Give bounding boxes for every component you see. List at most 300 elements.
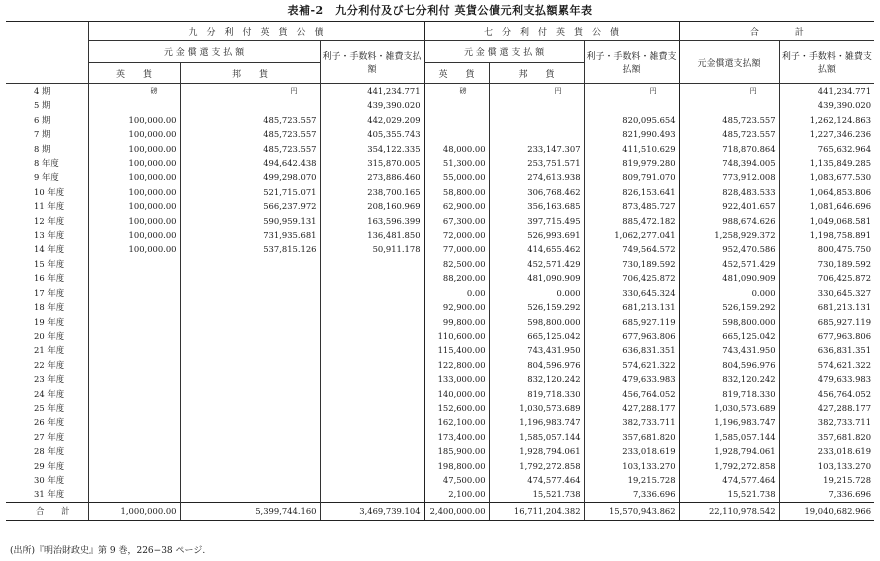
- table-row: [6, 372, 874, 386]
- total-cell: 16,711,204.382: [489, 502, 584, 520]
- header-total-principal: 元金償還支払額: [679, 41, 779, 84]
- table-cell: 485,723.557: [679, 127, 779, 141]
- table-cell: 414,655.462: [489, 242, 584, 256]
- row-label: 12 年度: [34, 215, 65, 226]
- table-cell: [88, 444, 180, 458]
- table-row: [6, 257, 874, 271]
- table-cell: 481,090.909: [489, 271, 584, 285]
- table-cell: 819,979.280: [584, 156, 679, 170]
- table-cell: [180, 286, 320, 300]
- table-cell: 636,831.351: [584, 343, 679, 357]
- table-cell: 173,400.00: [424, 430, 489, 444]
- table-cell: [180, 358, 320, 372]
- table-row: [6, 228, 874, 242]
- table-cell: 526,993.691: [489, 228, 584, 242]
- table-cell: 1,030,573.689: [489, 401, 584, 415]
- table-cell: 598,800.000: [679, 315, 779, 329]
- table-cell: 479,633.983: [779, 372, 874, 386]
- table-cell: [180, 98, 320, 112]
- table-row: [6, 315, 874, 329]
- table-cell: [88, 271, 180, 285]
- table-cell: 439,390.020: [320, 98, 424, 112]
- table-cell: 100,000.00: [88, 170, 180, 184]
- row-label: 24 年度: [34, 388, 65, 399]
- table-cell: 253,751.571: [489, 156, 584, 170]
- header-nine-principal: 元 金 償 還 支 払 額: [88, 41, 320, 63]
- table-cell: 826,153.641: [584, 185, 679, 199]
- table-cell: 100,000.00: [88, 156, 180, 170]
- table-cell: 598,800.000: [489, 315, 584, 329]
- table-cell: 804,596.976: [679, 358, 779, 372]
- table-cell: [320, 401, 424, 415]
- row-label: 7 期: [34, 129, 51, 140]
- table-cell: [424, 113, 489, 127]
- row-label: 6 期: [34, 114, 51, 125]
- table-cell: 681,213.131: [779, 300, 874, 314]
- table-cell: [88, 358, 180, 372]
- table-cell: 1,196,983.747: [679, 415, 779, 429]
- header-nine-pound: 英 貨: [88, 63, 180, 84]
- table-cell: 809,791.070: [584, 170, 679, 184]
- row-label: 11 年度: [34, 201, 65, 212]
- total-cell: 2,400,000.00: [424, 502, 489, 520]
- table-cell: 731,935.681: [180, 228, 320, 242]
- table-cell: 526,159.292: [489, 300, 584, 314]
- table-cell: 832,120.242: [679, 372, 779, 386]
- table-row: [6, 185, 874, 199]
- table-cell: 922,401.657: [679, 199, 779, 213]
- table-cell: 100,000.00: [88, 228, 180, 242]
- row-label: 13 年度: [34, 230, 65, 241]
- unit-marker: 円: [584, 84, 679, 99]
- table-cell: 537,815.126: [180, 242, 320, 256]
- header-nine-interest: 利子・手数料・雑費支払額: [320, 41, 424, 84]
- table-cell: 115,400.00: [424, 343, 489, 357]
- table-cell: 357,681.820: [584, 430, 679, 444]
- table-cell: 665,125.042: [489, 329, 584, 343]
- table-cell: [88, 415, 180, 429]
- stub-header: [6, 22, 88, 84]
- table-cell: 1,585,057.144: [679, 430, 779, 444]
- table-row: [6, 329, 874, 343]
- table-cell: 51,300.00: [424, 156, 489, 170]
- table-cell: 233,018.619: [584, 444, 679, 458]
- table-cell: [180, 387, 320, 401]
- table-cell: 0.000: [679, 286, 779, 300]
- table-cell: [88, 372, 180, 386]
- table-cell: 474,577.464: [489, 473, 584, 487]
- table-row: [6, 127, 874, 141]
- table-cell: 233,147.307: [489, 142, 584, 156]
- table-cell: [320, 487, 424, 502]
- table-cell: 1,198,758.891: [779, 228, 874, 242]
- table-cell: 357,681.820: [779, 430, 874, 444]
- table-cell: 233,018.619: [779, 444, 874, 458]
- table-row: [6, 84, 874, 99]
- table-cell: 765,632.964: [779, 142, 874, 156]
- table-cell: [180, 415, 320, 429]
- row-label: 15 年度: [34, 258, 65, 269]
- table-cell: 1,258,929.372: [679, 228, 779, 242]
- table-cell: 1,227,346.236: [779, 127, 874, 141]
- unit-marker: 磅: [424, 84, 489, 99]
- table-cell: 485,723.557: [180, 113, 320, 127]
- table-cell: [180, 401, 320, 415]
- table-cell: 1,928,794.061: [489, 444, 584, 458]
- table-row: [6, 214, 874, 228]
- table-cell: [88, 300, 180, 314]
- row-label: 4 期: [34, 86, 51, 96]
- row-label: 17 年度: [34, 287, 65, 298]
- row-label: 19 年度: [34, 316, 65, 327]
- table-row: [6, 98, 874, 112]
- row-label: 26 年度: [34, 417, 65, 428]
- table-cell: 238,700.165: [320, 185, 424, 199]
- table-row: [6, 242, 874, 256]
- table-cell: 77,000.00: [424, 242, 489, 256]
- table-cell: [320, 473, 424, 487]
- unit-marker: 円: [489, 84, 584, 99]
- table-cell: 100,000.00: [88, 142, 180, 156]
- table-cell: 1,083,677.530: [779, 170, 874, 184]
- table-cell: 681,213.131: [584, 300, 679, 314]
- table-cell: [320, 286, 424, 300]
- table-cell: 100,000.00: [88, 214, 180, 228]
- table-cell: 427,288.177: [584, 401, 679, 415]
- table-cell: 100,000.00: [88, 199, 180, 213]
- table-cell: [679, 98, 779, 112]
- table-row: [6, 113, 874, 127]
- table-cell: 330,645.327: [779, 286, 874, 300]
- total-cell: 5,399,744.160: [180, 502, 320, 520]
- table-cell: 198,800.00: [424, 459, 489, 473]
- table-cell: [88, 401, 180, 415]
- table-cell: 685,927.119: [779, 315, 874, 329]
- row-label: 25 年度: [34, 402, 65, 413]
- table-cell: 397,715.495: [489, 214, 584, 228]
- table-cell: 152,600.00: [424, 401, 489, 415]
- table-cell: 110,600.00: [424, 329, 489, 343]
- row-label: 20 年度: [34, 330, 65, 341]
- table-row: [6, 487, 874, 502]
- table-cell: 494,642.438: [180, 156, 320, 170]
- table-cell: [180, 430, 320, 444]
- row-label: 10 年度: [34, 186, 65, 197]
- table-row: [6, 430, 874, 444]
- table-cell: 952,470.586: [679, 242, 779, 256]
- table-cell: 185,900.00: [424, 444, 489, 458]
- table-row: [6, 156, 874, 170]
- table-cell: 82,500.00: [424, 257, 489, 271]
- table-cell: 273,886.460: [320, 170, 424, 184]
- table-cell: 526,159.292: [679, 300, 779, 314]
- table-cell: 685,927.119: [584, 315, 679, 329]
- table-row: [6, 401, 874, 415]
- table-cell: 140,000.00: [424, 387, 489, 401]
- total-cell: 15,570,943.862: [584, 502, 679, 520]
- table-cell: [88, 329, 180, 343]
- table-cell: 677,963.806: [779, 329, 874, 343]
- table-cell: 439,390.020: [779, 98, 874, 112]
- table-cell: 832,120.242: [489, 372, 584, 386]
- table-cell: 749,564.572: [584, 242, 679, 256]
- table-cell: [88, 487, 180, 502]
- table-row: [6, 142, 874, 156]
- table-cell: [320, 459, 424, 473]
- table-cell: [320, 387, 424, 401]
- table-row: [6, 343, 874, 357]
- table-cell: [320, 343, 424, 357]
- table-cell: 1,081,646.696: [779, 199, 874, 213]
- table-cell: [320, 415, 424, 429]
- table-cell: 743,431.950: [489, 343, 584, 357]
- table-cell: 122,800.00: [424, 358, 489, 372]
- table-cell: 19,215.728: [779, 473, 874, 487]
- table-cell: [584, 98, 679, 112]
- table-cell: 718,870.864: [679, 142, 779, 156]
- table-cell: [88, 98, 180, 112]
- table-cell: 743,431.950: [679, 343, 779, 357]
- table-cell: 441,234.771: [320, 84, 424, 99]
- table-cell: 50,911.178: [320, 242, 424, 256]
- table-cell: 7,336.696: [584, 487, 679, 502]
- table-cell: 828,483.533: [679, 185, 779, 199]
- header-seven-yen: 邦 貨: [489, 63, 584, 84]
- table-cell: 1,792,272.858: [489, 459, 584, 473]
- table-cell: 7,336.696: [779, 487, 874, 502]
- table-cell: 62,900.00: [424, 199, 489, 213]
- table-cell: 19,215.728: [584, 473, 679, 487]
- header-nine-percent: 九 分 利 付 英 貨 公 債: [88, 22, 424, 41]
- row-label: 8 期: [34, 143, 51, 154]
- unit-marker: 円: [679, 84, 779, 99]
- row-label: 8 年度: [34, 158, 59, 169]
- row-label: 29 年度: [34, 460, 65, 471]
- table-cell: 1,049,068.581: [779, 214, 874, 228]
- table-cell: 485,723.557: [180, 127, 320, 141]
- table-cell: 88,200.00: [424, 271, 489, 285]
- table-cell: 100,000.00: [88, 185, 180, 199]
- row-label: 21 年度: [34, 345, 65, 356]
- table-cell: 521,715.071: [180, 185, 320, 199]
- table-cell: 47,500.00: [424, 473, 489, 487]
- table-cell: 706,425.872: [584, 271, 679, 285]
- table-cell: 99,800.00: [424, 315, 489, 329]
- table-cell: [180, 459, 320, 473]
- row-label: 22 年度: [34, 359, 65, 370]
- table-cell: [489, 127, 584, 141]
- table-cell: [88, 387, 180, 401]
- total-cell: 1,000,000.00: [88, 502, 180, 520]
- table-cell: 773,912.008: [679, 170, 779, 184]
- table-row: [6, 358, 874, 372]
- table-cell: 819,718.330: [679, 387, 779, 401]
- header-seven-interest: 利子・手数料・雑費支払額: [584, 41, 679, 84]
- total-row: [6, 502, 874, 520]
- table-cell: [180, 372, 320, 386]
- table-cell: 1,064,853.806: [779, 185, 874, 199]
- table-cell: 100,000.00: [88, 242, 180, 256]
- source-note: (出所)『明治財政史』第 9 巻，226−38 ページ.: [10, 546, 206, 556]
- table-cell: 820,095.654: [584, 113, 679, 127]
- table-cell: [424, 98, 489, 112]
- table-cell: 382,733.711: [584, 415, 679, 429]
- table-cell: 100,000.00: [88, 113, 180, 127]
- table-cell: 636,831.351: [779, 343, 874, 357]
- table-cell: 1,062,277.041: [584, 228, 679, 242]
- table-cell: 499,298.070: [180, 170, 320, 184]
- table-cell: 58,800.00: [424, 185, 489, 199]
- table-row: [6, 170, 874, 184]
- table-cell: 800,475.750: [779, 242, 874, 256]
- table-cell: 441,234.771: [779, 84, 874, 99]
- table-cell: [88, 343, 180, 357]
- row-label: 27 年度: [34, 431, 65, 442]
- table-cell: [88, 473, 180, 487]
- header-seven-percent: 七 分 利 付 英 貨 公 債: [424, 22, 679, 41]
- table-cell: 67,300.00: [424, 214, 489, 228]
- table-cell: 15,521.738: [489, 487, 584, 502]
- table-cell: 748,394.005: [679, 156, 779, 170]
- table-cell: 274,613.938: [489, 170, 584, 184]
- table-cell: 100,000.00: [88, 127, 180, 141]
- header-total: 合 計: [679, 22, 874, 41]
- table-cell: 566,237.972: [180, 199, 320, 213]
- table-cell: 574,621.322: [584, 358, 679, 372]
- table-cell: 885,472.182: [584, 214, 679, 228]
- table-row: [6, 473, 874, 487]
- table-cell: [320, 271, 424, 285]
- table-cell: 0.000: [489, 286, 584, 300]
- table-cell: 574,621.322: [779, 358, 874, 372]
- table-cell: 15,521.738: [679, 487, 779, 502]
- table-cell: 405,355.743: [320, 127, 424, 141]
- row-label: 28 年度: [34, 446, 65, 457]
- table-cell: 163,596.399: [320, 214, 424, 228]
- table-cell: [88, 315, 180, 329]
- header-seven-pound: 英 貨: [424, 63, 489, 84]
- row-label: 9 年度: [34, 172, 59, 183]
- table-cell: [320, 358, 424, 372]
- table-cell: 665,125.042: [679, 329, 779, 343]
- table-cell: 485,723.557: [180, 142, 320, 156]
- table-cell: 474,577.464: [679, 473, 779, 487]
- table-cell: [180, 444, 320, 458]
- row-label: 5 期: [34, 100, 51, 111]
- table-cell: 706,425.872: [779, 271, 874, 285]
- table-cell: 1,262,124.863: [779, 113, 874, 127]
- table-cell: 456,764.052: [584, 387, 679, 401]
- table-cell: 677,963.806: [584, 329, 679, 343]
- table-cell: 48,000.00: [424, 142, 489, 156]
- table-cell: [424, 127, 489, 141]
- table-cell: 804,596.976: [489, 358, 584, 372]
- table-cell: 208,160.969: [320, 199, 424, 213]
- table-row: [6, 286, 874, 300]
- table-cell: 136,481.850: [320, 228, 424, 242]
- table-cell: [320, 300, 424, 314]
- table-cell: 730,189.592: [584, 257, 679, 271]
- table-cell: [489, 113, 584, 127]
- table-cell: 92,900.00: [424, 300, 489, 314]
- table-cell: 485,723.557: [679, 113, 779, 127]
- header-nine-yen: 邦 貨: [180, 63, 320, 84]
- table-cell: 315,870.005: [320, 156, 424, 170]
- table-row: [6, 459, 874, 473]
- table-cell: 819,718.330: [489, 387, 584, 401]
- table-row: [6, 444, 874, 458]
- table-cell: 306,768.462: [489, 185, 584, 199]
- table-cell: 354,122.335: [320, 142, 424, 156]
- unit-marker: 円: [180, 84, 320, 99]
- row-label: 31 年度: [34, 489, 65, 500]
- table-cell: 330,645.324: [584, 286, 679, 300]
- table-cell: [180, 271, 320, 285]
- table-cell: 1,585,057.144: [489, 430, 584, 444]
- table-row: [6, 199, 874, 213]
- table-cell: 481,090.909: [679, 271, 779, 285]
- table-cell: [180, 487, 320, 502]
- table-row: [6, 387, 874, 401]
- table-cell: 479,633.983: [584, 372, 679, 386]
- table-cell: 442,029.209: [320, 113, 424, 127]
- table-cell: [88, 430, 180, 444]
- row-label: 14 年度: [34, 244, 65, 255]
- table-cell: [180, 343, 320, 357]
- table-cell: 133,000.00: [424, 372, 489, 386]
- table-cell: 2,100.00: [424, 487, 489, 502]
- table-cell: [180, 300, 320, 314]
- total-cell: 19,040,682.966: [779, 502, 874, 520]
- table-cell: [320, 372, 424, 386]
- table-cell: [320, 444, 424, 458]
- table-cell: 873,485.727: [584, 199, 679, 213]
- table-cell: [320, 430, 424, 444]
- total-cell: 22,110,978.542: [679, 502, 779, 520]
- table-cell: [88, 459, 180, 473]
- table-cell: 1,928,794.061: [679, 444, 779, 458]
- table-cell: 411,510.629: [584, 142, 679, 156]
- table-cell: [180, 257, 320, 271]
- table-cell: 988,674.626: [679, 214, 779, 228]
- unit-marker: 磅: [88, 84, 180, 99]
- table-row: [6, 271, 874, 285]
- header-seven-principal: 元 金 償 還 支 払 額: [424, 41, 584, 63]
- table-cell: 730,189.592: [779, 257, 874, 271]
- table-cell: [320, 257, 424, 271]
- row-label: 23 年度: [34, 374, 65, 385]
- table-cell: [320, 315, 424, 329]
- table-cell: 1,030,573.689: [679, 401, 779, 415]
- total-label: 合 計: [6, 502, 88, 520]
- repayment-table: [6, 21, 874, 521]
- table-cell: 1,792,272.858: [679, 459, 779, 473]
- table-cell: [180, 329, 320, 343]
- table-cell: 356,163.685: [489, 199, 584, 213]
- table-cell: 55,000.00: [424, 170, 489, 184]
- table-cell: [88, 257, 180, 271]
- row-label: 16 年度: [34, 273, 65, 284]
- table-cell: 427,288.177: [779, 401, 874, 415]
- table-cell: 103,133.270: [779, 459, 874, 473]
- table-cell: 452,571.429: [489, 257, 584, 271]
- table-cell: [320, 329, 424, 343]
- total-cell: 3,469,739.104: [320, 502, 424, 520]
- row-label: 30 年度: [34, 474, 65, 485]
- row-label: 18 年度: [34, 302, 65, 313]
- table-cell: [180, 473, 320, 487]
- header-total-interest: 利子・手数料・雑費支払額: [779, 41, 874, 84]
